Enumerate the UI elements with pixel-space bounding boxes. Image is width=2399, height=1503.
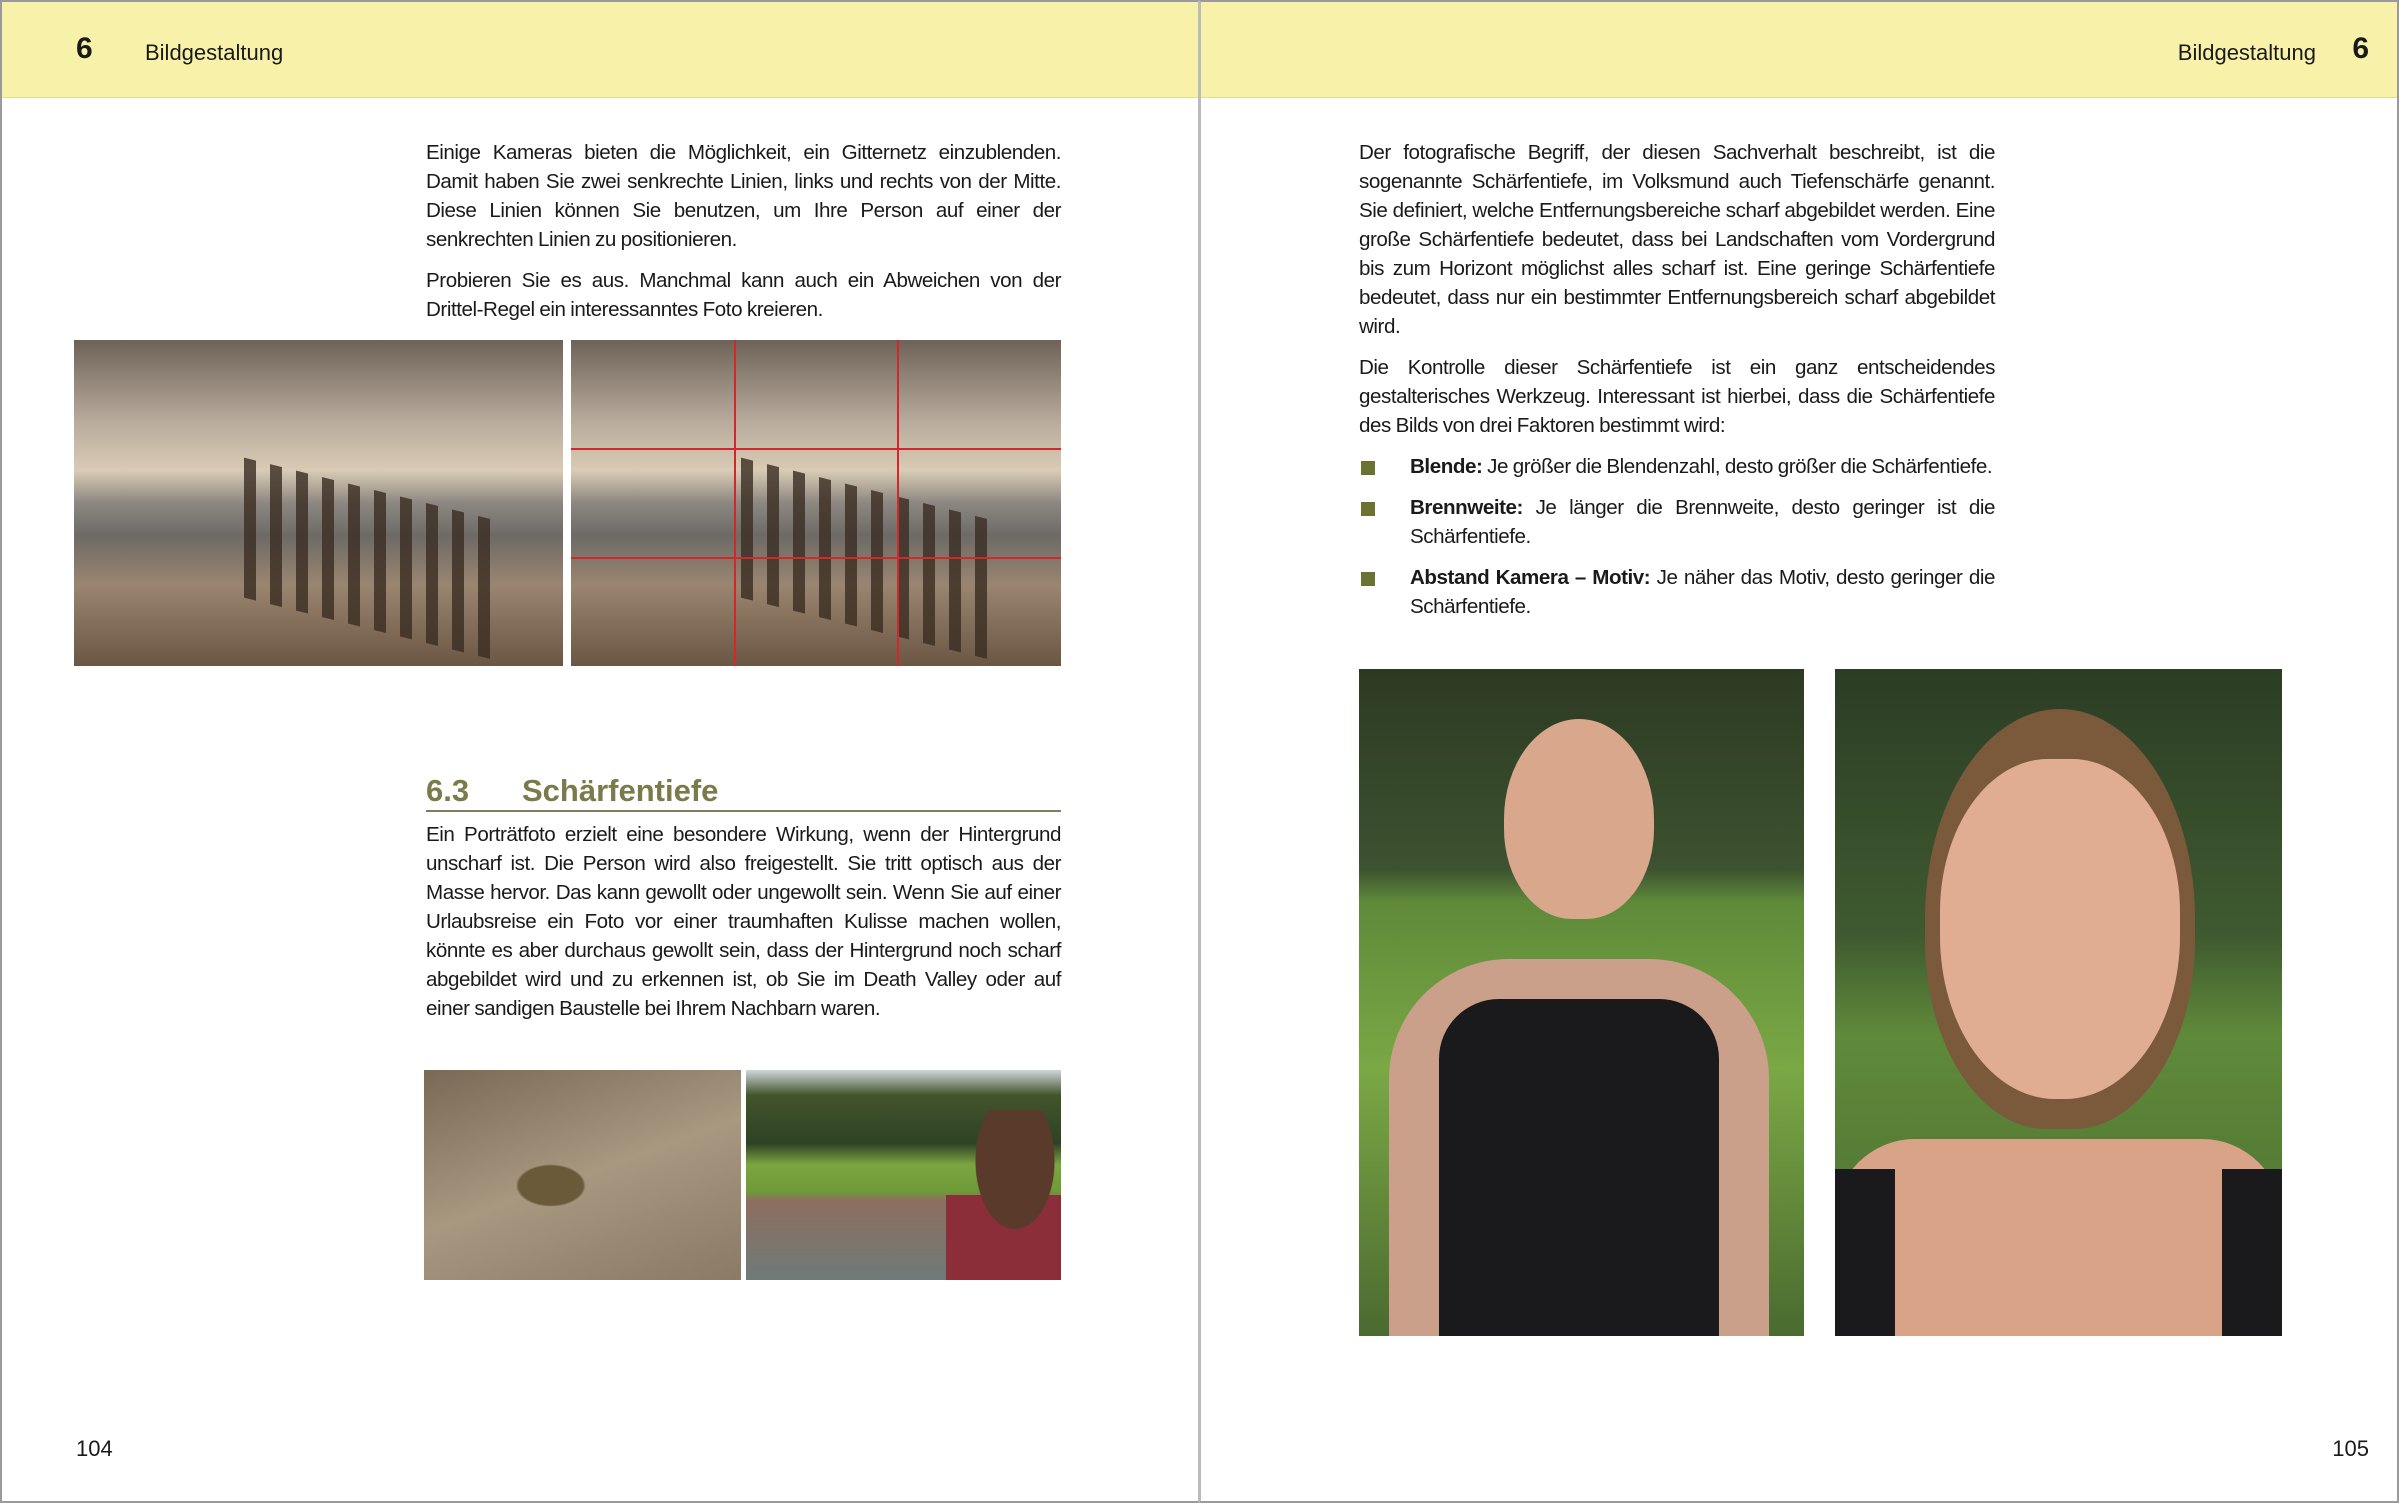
- page-number: 104: [76, 1436, 113, 1461]
- description: Je länger die Brennweite, desto geringer ist die Schärfentiefe.: [1410, 496, 1995, 548]
- paragraph: Ein Porträtfoto erzielt eine besondere Wirkung, wenn der Hintergrund unscharf ist. Die Person wird also freigestellt. Sie tritt optisch aus der Masse hervor. Das kann gewollt oder ungewollt sein. Wenn Sie auf einer Urlaubsreise ein Foto vor einer traumhaften Kulisse machen wollen, könnte es aber durchaus gewollt sein, dass der Hintergrund noch scharf abgebildet wird und zu erkennen ist, ob Sie im Death Valley oder auf einer sandigen Baustelle bei Ihrem Nachbarn waren.: [426, 823, 1061, 1020]
- grid-line: [571, 448, 1061, 450]
- list-item: [1359, 563, 1995, 621]
- square-bullet-icon: [1361, 461, 1375, 475]
- beach-photo: [74, 340, 563, 666]
- left-page: [0, 0, 1199, 1503]
- paragraph: Einige Kameras bieten die Möglichkeit, ein Gitternetz einzublenden. Damit haben Sie zwei senkrechte Linien, links und rechts von der Mitte. Diese Linien können Sie benutzen, um Ihre Person auf einer der senkrechten Linien zu positionieren.: [426, 141, 1061, 251]
- square-bullet-icon: [1361, 572, 1375, 586]
- section-title: Schärfentiefe: [522, 773, 719, 808]
- paragraph: Probieren Sie es aus. Manchmal kann auch ein Abweichen von der Drittel-Regel ein interessanntes Foto kreieren.: [426, 269, 1061, 321]
- term: Brennweite:: [1410, 496, 1523, 519]
- term: Blende:: [1410, 455, 1483, 478]
- header-band: [2, 2, 1198, 98]
- chapter-number: 6: [76, 32, 93, 65]
- running-head: Bildgestaltung: [2177, 40, 2316, 65]
- section-text: [426, 820, 1061, 1035]
- page-number: 105: [2332, 1436, 2369, 1461]
- running-head: Bildgestaltung: [145, 40, 284, 65]
- grid-line: [897, 340, 899, 666]
- body-text: [1359, 138, 1995, 633]
- list-item: [1359, 452, 1995, 481]
- right-page: [1199, 0, 2399, 1503]
- grid-line: [734, 340, 736, 666]
- grid-line: [571, 557, 1061, 559]
- header-band: [1201, 2, 2397, 98]
- fountain-photo: [746, 1070, 1061, 1280]
- paragraph: Die Kontrolle dieser Schärfentiefe ist ein ganz entscheidendes gestalterisches Werkzeug. Interessant ist hierbei, dass die Schärfentiefe des Bilds von drei Faktoren bestimmt wird:: [1359, 356, 1995, 437]
- intro-text: [426, 138, 1061, 336]
- section-number: 6.3: [426, 773, 470, 808]
- description: Je größer die Blendenzahl, desto größer die Schärfentiefe.: [1482, 455, 1993, 478]
- term: Abstand Kamera – Motiv:: [1410, 566, 1651, 589]
- paragraph: Der fotografische Begriff, der diesen Sachverhalt beschreibt, ist die sogenannte Schärfentiefe, im Volksmund auch Tiefenschärfe genannt. Sie definiert, welche Entfernungsbereiche scharf abgebildet werden. Eine große Schärfentiefe bedeutet, dass bei Landschaften vom Vordergrund bis zum Horizont möglichst alles scharf ist. Eine geringe Schärfentiefe bedeutet, dass nur ein bestimmter Entfernungsbereich scharf abgebildet wird.: [1359, 141, 1995, 338]
- portrait-photo-close: [1835, 669, 2282, 1336]
- beach-photo-with-grid: [571, 340, 1061, 666]
- crab-photo: [424, 1070, 741, 1280]
- factor-list: [1359, 452, 1995, 621]
- description: Je näher das Motiv, desto geringer die Schärfentiefe.: [1410, 566, 1995, 618]
- portrait-photo-wide: [1359, 669, 1804, 1336]
- chapter-number: 6: [2352, 32, 2369, 65]
- section-heading: [426, 770, 1061, 812]
- square-bullet-icon: [1361, 502, 1375, 516]
- list-item: [1359, 493, 1995, 551]
